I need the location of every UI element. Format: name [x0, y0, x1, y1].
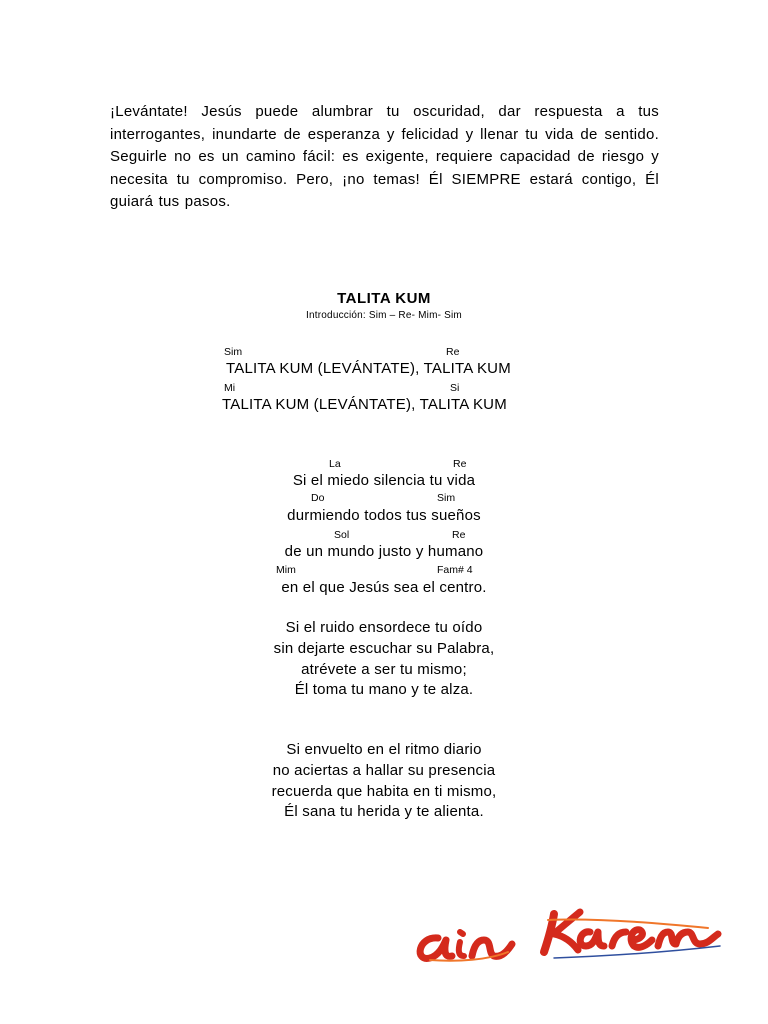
- verse-line: Él toma tu mano y te alza.: [294, 681, 474, 698]
- logo-stroke: [658, 932, 718, 946]
- logo-stroke: [460, 932, 463, 934]
- logo-stroke: [631, 930, 652, 948]
- verse-line: no aciertas a hallar su presencia: [272, 762, 496, 779]
- chord: Mim: [276, 564, 296, 576]
- chord: La: [329, 458, 341, 470]
- chord: Sim: [224, 346, 243, 358]
- verse-line: en el que Jesús sea el centro.: [281, 579, 487, 596]
- chord: Sim: [437, 492, 456, 504]
- chord: Mi: [224, 382, 236, 394]
- song-introduction: Introducción: Sim – Re- Mim- Sim: [306, 310, 462, 321]
- verse-line: sin dejarte escuchar su Palabra,: [273, 640, 495, 657]
- verse-line: Si envuelto en el ritmo diario: [286, 741, 482, 758]
- chorus-line: TALITA KUM (LEVÁNTATE), TALITA KUM: [222, 396, 507, 413]
- verse-line: Si el ruido ensordece tu oído: [285, 619, 483, 636]
- verse-line: Él sana tu herida y te alienta.: [284, 803, 484, 820]
- ain-karem-logo: [408, 900, 738, 975]
- chord: Fam# 4: [437, 564, 473, 576]
- logo-stroke: [420, 938, 452, 959]
- logo-stroke: [472, 940, 512, 956]
- song-title: TALITA KUM: [337, 290, 431, 307]
- verse-line: recuerda que habita en ti mismo,: [271, 783, 497, 800]
- logo-stroke: [459, 942, 464, 956]
- chord: Si: [450, 382, 460, 394]
- verse-line: atrévete a ser tu mismo;: [301, 661, 467, 678]
- intro-paragraph: ¡Levántate! Jesús puede alumbrar tu oscuridad, dar respuesta a tus interrogantes, inundarte de esperanza y felicidad y llenar tu vida de sentido. Seguirle no es un camino fácil: es exigente, requiere capacidad de riesgo y necesita tu compromiso. Pero, ¡no temas! Él SIEMPRE estará contigo, Él guiará tus pasos.: [110, 103, 659, 210]
- chord: Re: [452, 529, 466, 541]
- logo-stroke: [612, 932, 626, 946]
- logo-stroke: [580, 932, 604, 946]
- chord: Re: [446, 346, 460, 358]
- verse-line: durmiendo todos tus sueños: [287, 507, 481, 524]
- chord: Re: [453, 458, 467, 470]
- chorus-line: TALITA KUM (LEVÁNTATE), TALITA KUM: [226, 360, 511, 377]
- logo-stroke: [554, 912, 580, 950]
- chord: Do: [311, 492, 325, 504]
- chord: Sol: [334, 529, 350, 541]
- verse-line: Si el miedo silencia tu vida: [292, 472, 476, 489]
- verse-line: de un mundo justo y humano: [284, 543, 484, 560]
